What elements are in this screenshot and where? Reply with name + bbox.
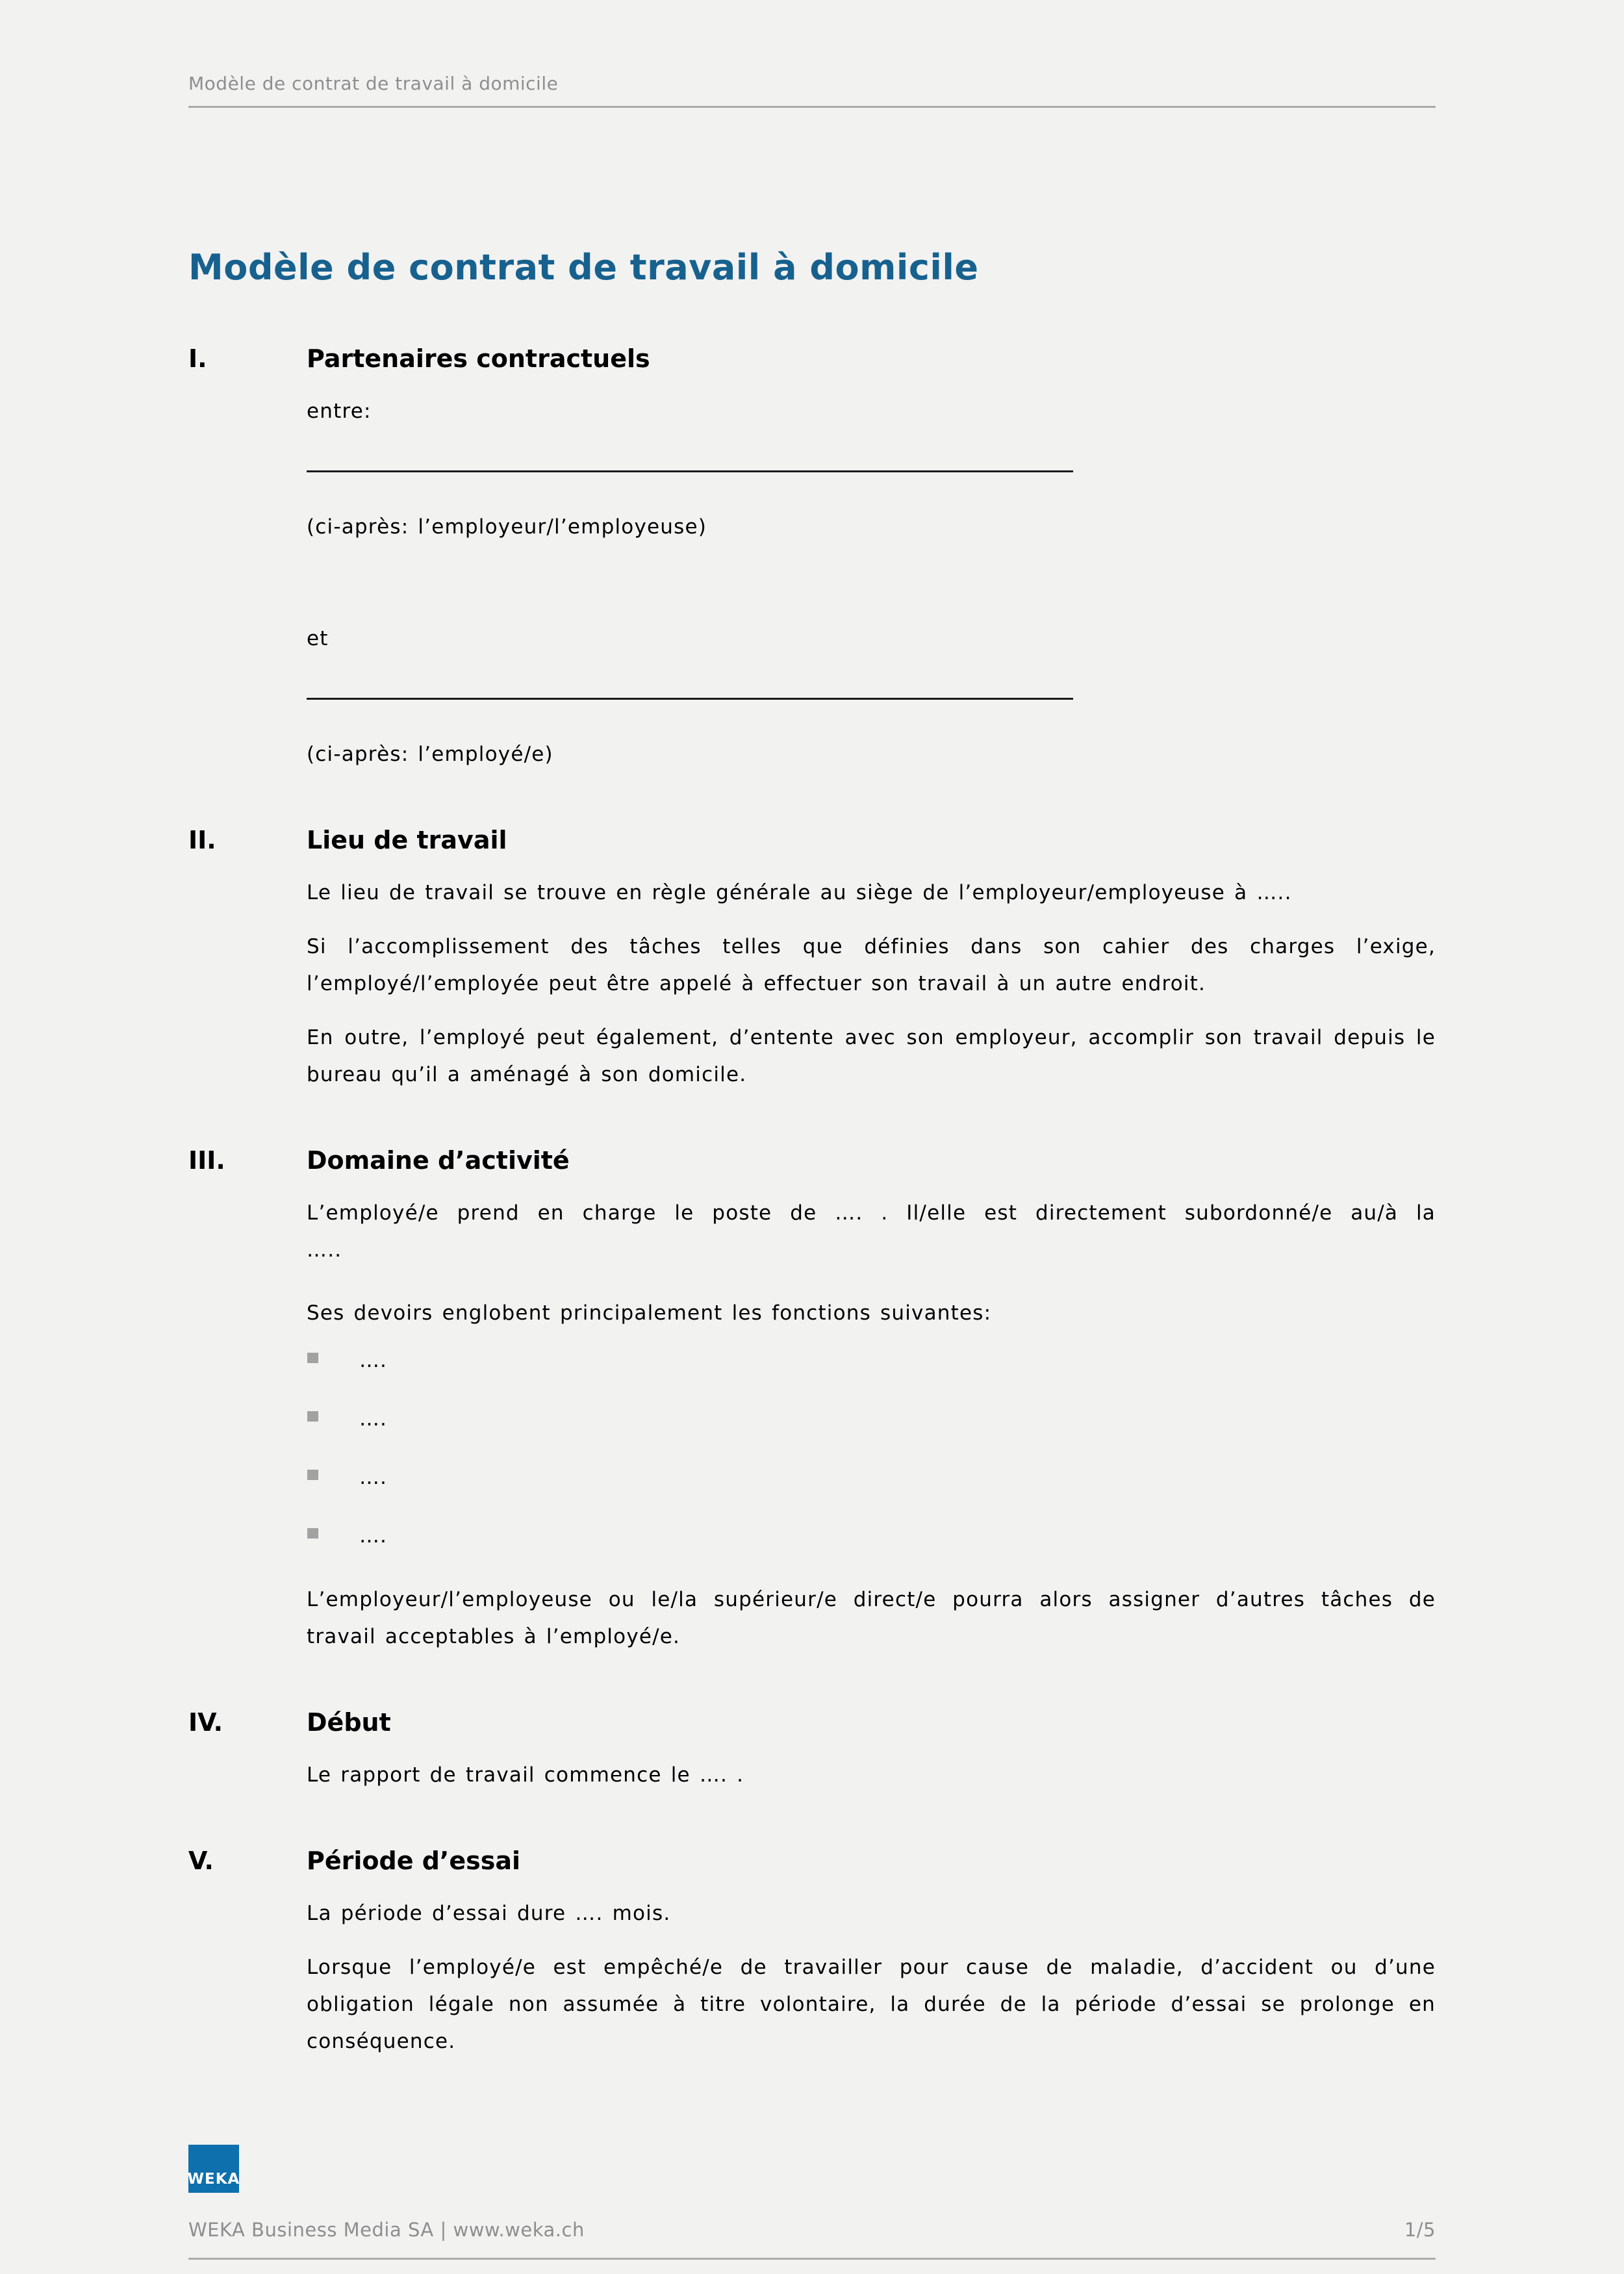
list-item-text: …. [359, 1524, 387, 1548]
weka-logo [188, 2145, 239, 2193]
section-lieu-de-travail [188, 825, 1436, 1093]
section-content [307, 1707, 1436, 1794]
list-item-text: …. [359, 1407, 387, 1431]
page-number: 1/5 [1404, 2219, 1436, 2241]
bullet-square-icon [307, 1411, 318, 1422]
list-item [307, 1464, 1436, 1490]
paragraph-placeholder-dots: ….. [307, 1238, 342, 1262]
section-domaine-activite [188, 1145, 1436, 1655]
section-title: Période d’essai [307, 1846, 521, 1875]
section-content [307, 1846, 1436, 2060]
bullet-square-icon [307, 1470, 318, 1480]
section-content [307, 344, 1436, 773]
footer-company: WEKA Business Media SA | www.weka.ch [188, 2219, 585, 2241]
footer-row [188, 2219, 1436, 2260]
section-number: III. [188, 1146, 225, 1175]
section-number: V. [188, 1846, 214, 1875]
list-item-text: …. [359, 1466, 387, 1489]
section-title: Partenaires contractuels [307, 344, 650, 373]
section-content [307, 825, 1436, 1093]
header-running-title: Modèle de contrat de travail à domicile [188, 73, 559, 94]
paragraph: L’employeur/l’employeuse ou le/la supérieur/e direct/e pourra alors assigner d’autres tâches de travail acceptables à l’employé/e. [307, 1588, 1436, 1648]
list-item-text: …. [359, 1349, 387, 1372]
fill-in-line-employer [307, 470, 1073, 472]
paragraph: La période d’essai dure …. mois. [307, 1902, 671, 1925]
list-item [307, 1523, 1436, 1549]
caption-employee: (ci-après: l’employé/e) [307, 743, 553, 766]
section-number: IV. [188, 1708, 223, 1737]
section-title: Domaine d’activité [307, 1146, 570, 1175]
section-title: Début [307, 1708, 391, 1737]
weka-logo-text: WEKA [187, 2171, 240, 2188]
list-item [307, 1406, 1436, 1432]
bullet-square-icon [307, 1528, 318, 1539]
section-title: Lieu de travail [307, 826, 507, 854]
paragraph-entre: entre: [307, 400, 372, 423]
bullet-square-icon [307, 1353, 318, 1363]
paragraph: Si l’accomplissement des tâches telles que définies dans son cahier des charges l’exige, l’employé/l’employée peut être appelé à effectuer son travail à un autre endroit. [307, 935, 1436, 995]
paragraph: En outre, l’employé peut également, d’entente avec son employeur, accomplir son travail depuis le bureau qu’il a aménagé à son domicile. [307, 1026, 1436, 1086]
section-number: I. [188, 344, 207, 373]
page-header [188, 73, 1436, 108]
caption-employer: (ci-après: l’employeur/l’employeuse) [307, 515, 707, 539]
paragraph: L’employé/e prend en charge le poste de …. . Il/elle est directement subordonné/e au/à la [307, 1201, 1436, 1225]
document-body [188, 249, 1436, 2112]
list-item [307, 1348, 1436, 1373]
section-debut [188, 1707, 1436, 1794]
section-partenaires-contractuels [188, 344, 1436, 773]
paragraph-list-intro: Ses devoirs englobent principalement les fonctions suivantes: [307, 1301, 992, 1325]
fill-in-line-employee [307, 698, 1073, 700]
paragraph: Le lieu de travail se trouve en règle générale au siège de l’employeur/employeuse à ….. [307, 881, 1292, 904]
section-number: II. [188, 826, 216, 854]
section-periode-essai [188, 1846, 1436, 2060]
page-title: Modèle de contrat de travail à domicile [188, 247, 979, 288]
paragraph-et: et [307, 627, 329, 650]
section-content [307, 1145, 1436, 1655]
page-footer [188, 2145, 1436, 2274]
paragraph: Lorsque l’employé/e est empêché/e de travailler pour cause de maladie, d’accident ou d’une obligation légale non assumée à titre volontaire, la durée de la période d’essai se prolonge en conséquence. [307, 1956, 1436, 2053]
paragraph: Le rapport de travail commence le …. . [307, 1763, 744, 1787]
